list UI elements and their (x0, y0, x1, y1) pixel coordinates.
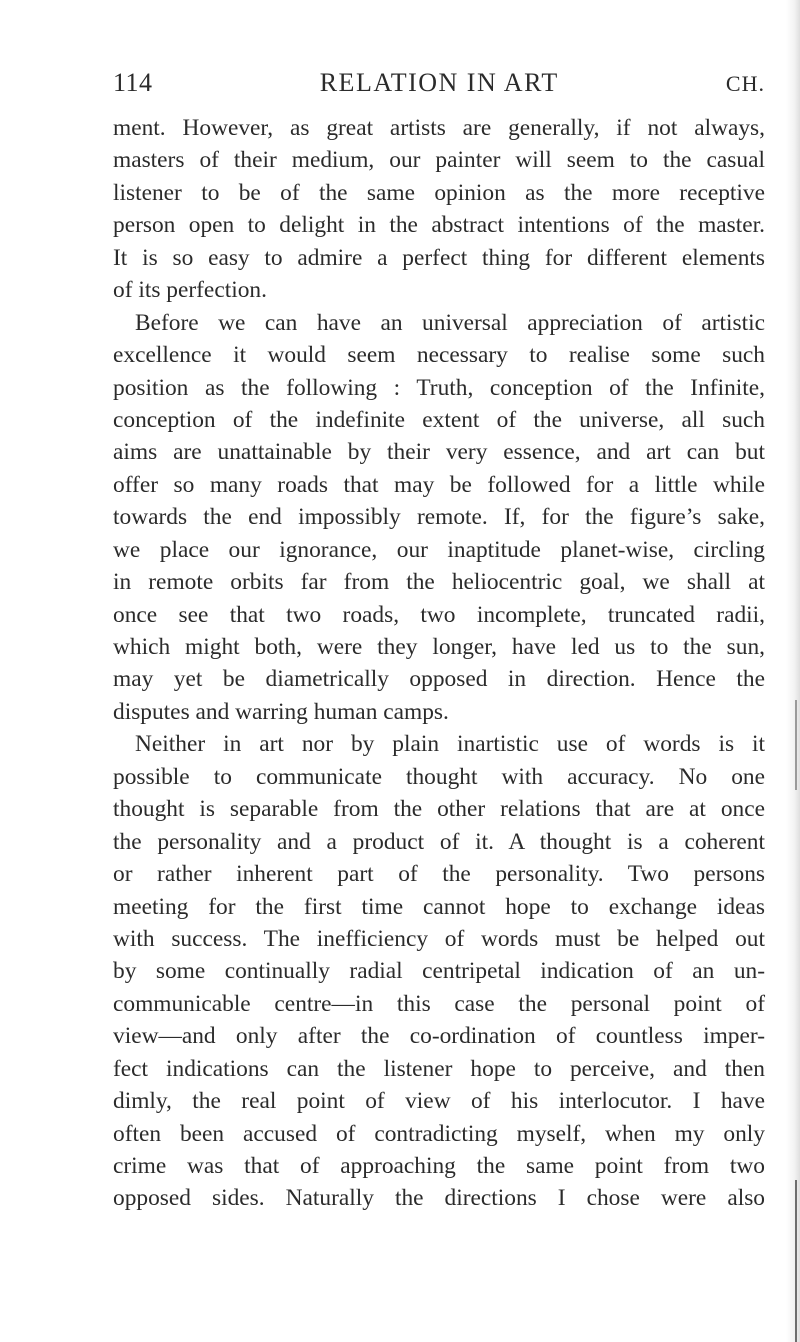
page-edge-mark (795, 700, 797, 790)
text-line: position as the following : Truth, conception of the Infinite, (113, 374, 765, 401)
text-line: crime was that of approaching the same point from two (113, 1153, 765, 1179)
text-line: in remote orbits far from the heliocentric goal, we shall at (113, 569, 765, 596)
running-title: RELATION IN ART (319, 68, 559, 97)
text-line: communicable centre—in this case the personal point of (113, 990, 765, 1017)
text-line: we place our ignorance, our inaptitude planet-wise, circling (113, 536, 765, 563)
text-line: excellence it would seem necessary to realise some such (113, 342, 765, 369)
page-number: 114 (113, 68, 153, 97)
body-text (113, 112, 765, 1215)
text-line: listener to be of the same opinion as the more receptive (113, 179, 765, 206)
text-line: often been accused of contradicting myself, when my only (113, 1120, 765, 1147)
text-line: opposed sides. Naturally the directions I chose were also (113, 1185, 765, 1212)
text-line: fect indications can the listener hope to perceive, and then (113, 1055, 765, 1082)
text-line: disputes and warring human camps. (113, 698, 449, 725)
page-edge-shadow (786, 0, 800, 1342)
text-line: ment. However, as great artists are generally, if not always, (113, 115, 765, 141)
text-line: of its perfection. (113, 277, 267, 304)
text-line: offer so many roads that may be followed for a little while (113, 471, 765, 498)
text-line: once see that two roads, two incomplete, truncated radii, (113, 601, 765, 628)
page-edge-mark (795, 1180, 797, 1342)
text-line: conception of the indefinite extent of the universe, all such (113, 406, 765, 433)
text-line: dimly, the real point of view of his interlocutor. I have (113, 1088, 765, 1115)
text-line: or rather inherent part of the personality. Two persons (113, 861, 765, 888)
running-head (113, 68, 765, 108)
text-line: aims are unattainable by their very essence, and art can but (113, 439, 765, 466)
text-line: meeting for the first time cannot hope to exchange ideas (113, 893, 765, 920)
text-line: thought is separable from the other relations that are at once (113, 796, 765, 823)
text-line: masters of their medium, our painter will seem to the casual (113, 147, 765, 174)
text-line: may yet be diametrically opposed in direction. Hence the (113, 666, 765, 693)
text-line: Before we can have an universal appreciation of artistic (135, 309, 765, 336)
text-line: person open to delight in the abstract intentions of the master. (113, 212, 765, 239)
text-line: view—and only after the co-ordination of countless imper- (113, 1023, 765, 1050)
text-line: the personality and a product of it. A thought is a coherent (113, 828, 765, 855)
text-line: with success. The inefficiency of words must be helped out (113, 925, 765, 952)
text-line: which might both, were they longer, have led us to the sun, (113, 634, 765, 660)
text-line: by some continually radial centripetal indication of an un- (113, 958, 765, 985)
text-line: It is so easy to admire a perfect thing for different elements (113, 244, 765, 271)
chapter-abbreviation: CH. (725, 71, 765, 96)
text-line: Neither in art nor by plain inartistic use of words is it (135, 731, 765, 758)
text-line: towards the end impossibly remote. If, for the figure’s sake, (113, 504, 765, 531)
text-line: possible to communicate thought with accuracy. No one (113, 763, 765, 790)
